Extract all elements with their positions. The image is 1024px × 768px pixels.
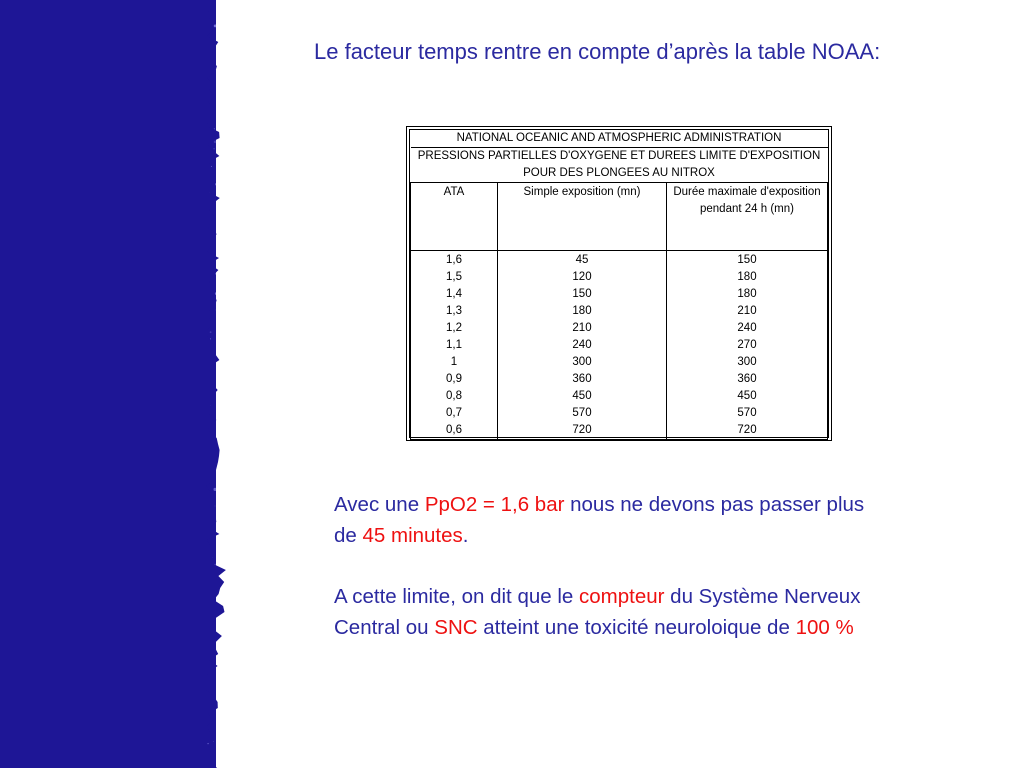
table-subtitle-1: PRESSIONS PARTIELLES D'OXYGENE ET DUREES LIMITE D'EXPOSITION [417,150,821,162]
max24-value: 570 [737,407,757,419]
highlight-ppo2: PpO2 = 1,6 bar [424,493,565,516]
ata-value: 1,6 [446,254,462,266]
text-span: Avec une [334,493,425,516]
ata-value: 0,6 [446,424,462,436]
max24-value: 180 [737,271,757,283]
simple-value: 120 [572,271,592,283]
highlight-minutes: 45 minutes [362,524,463,547]
text-span: A cette limite, on dit que le [334,585,579,608]
simple-value: 150 [572,288,592,300]
ata-value: 1,2 [446,322,462,334]
col-simple-values [498,251,667,440]
max24-value: 450 [737,390,757,402]
simple-value: 450 [572,390,592,402]
max24-value: 360 [737,373,757,385]
text-span: nous ne devons pas passer plus de [334,493,865,547]
max24-value: 270 [737,339,757,351]
col-ata-values [411,251,498,440]
ata-value: 0,7 [446,407,462,419]
paragraph-limit [334,489,874,551]
max24-value: 300 [737,356,757,368]
col-max24-values [667,251,828,440]
max24-value: 720 [737,424,757,436]
sidebar-torn-edge [0,0,232,768]
max24-value: 210 [737,305,757,317]
simple-value: 720 [572,424,592,436]
simple-value: 360 [572,373,592,385]
simple-value: 180 [572,305,592,317]
col-header-simple: Simple exposition (mn) [498,183,667,251]
highlight-percent: 100 % [795,616,854,639]
col-header-max24: Durée maximale d'exposition pendant 24 h (mn) [667,183,828,251]
text-span: . [462,524,469,547]
simple-value: 570 [572,407,592,419]
simple-value: 240 [572,339,592,351]
ata-value: 1 [450,356,458,368]
ata-value: 1,1 [446,339,462,351]
ata-value: 0,9 [446,373,462,385]
col-header-ata: ATA [411,183,498,251]
simple-value: 45 [575,254,589,266]
ata-value: 1,4 [446,288,462,300]
max24-value: 180 [737,288,757,300]
noaa-table [406,126,832,441]
text-span: atteint une toxicité neuroloique de [477,616,796,639]
simple-value: 300 [572,356,592,368]
highlight-compteur: compteur [579,585,665,608]
ata-value: 0,8 [446,390,462,402]
ata-value: 1,3 [446,305,462,317]
paragraph-snc [334,581,874,643]
highlight-snc: SNC [434,616,478,639]
table-subtitle-2: POUR DES PLONGEES AU NITROX [523,167,715,179]
slide-title: Le facteur temps rentre en compte d’après la table NOAA: [314,39,881,64]
ata-value: 1,5 [446,271,462,283]
max24-value: 240 [737,322,757,334]
max24-value: 150 [737,254,757,266]
table-agency: NATIONAL OCEANIC AND ATMOSPHERIC ADMINISTRATION [411,130,828,148]
simple-value: 210 [572,322,592,334]
text-span: du Système Nerveux Central ou [334,585,861,639]
